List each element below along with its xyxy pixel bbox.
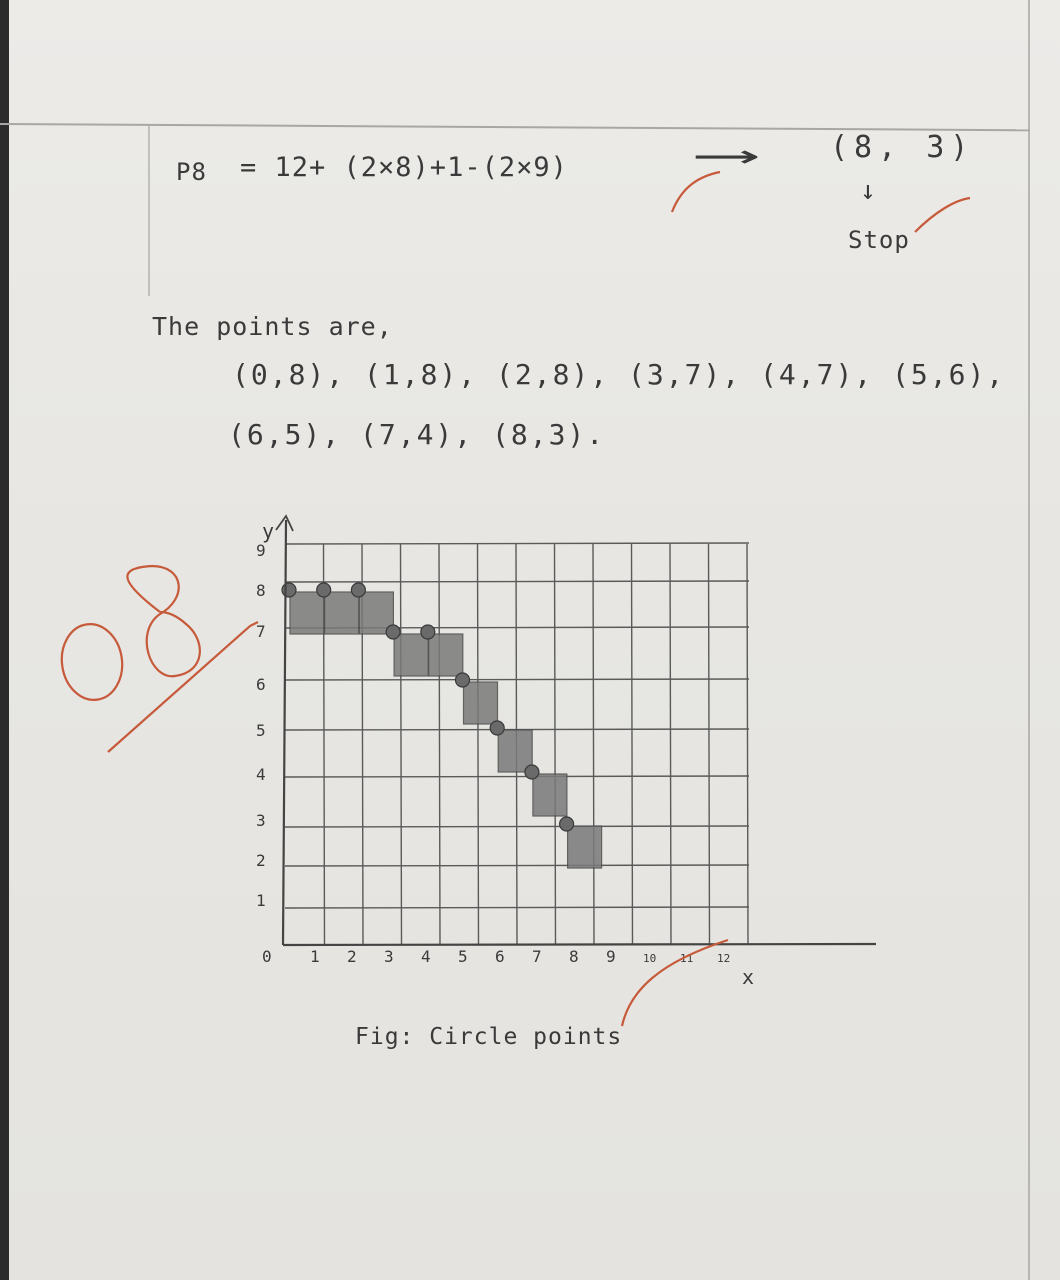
x-tick-label: 3 — [384, 947, 394, 966]
y-tick-label: 1 — [256, 891, 266, 910]
grid-vertical-line — [747, 544, 748, 945]
grid-horizontal-line — [285, 826, 749, 827]
grid-vertical-line — [670, 544, 671, 945]
x-tick-label: 2 — [347, 947, 357, 966]
grid-vertical-line — [593, 544, 594, 945]
plotted-cell — [464, 682, 498, 724]
check-mark-formula — [672, 172, 720, 212]
plotted-point — [351, 583, 365, 597]
x-tick-label: 11 — [680, 952, 694, 965]
plotted-cell — [325, 592, 359, 634]
grid-vertical-line — [401, 544, 402, 945]
plotted-cell — [533, 774, 567, 816]
check-mark-caption — [622, 940, 731, 1026]
points-intro: The points are, — [152, 312, 393, 341]
y-tick-label: 8 — [256, 581, 266, 600]
plotted-point — [317, 583, 331, 597]
y-tick-label: 9 — [256, 541, 266, 560]
score-digit-eight — [127, 566, 199, 676]
y-tick-label: 6 — [256, 675, 266, 694]
plotted-cell — [568, 826, 602, 868]
down-arrow: ↓ — [860, 176, 877, 206]
grid-horizontal-line — [285, 776, 749, 777]
formula-lhs: P8 — [176, 158, 207, 186]
grid-horizontal-line — [285, 907, 749, 908]
plotted-point — [421, 625, 435, 639]
x-tick-label: 4 — [421, 947, 431, 966]
y-tick-label: 3 — [256, 811, 266, 830]
y-tick-label: 4 — [256, 765, 266, 784]
plotted-point — [490, 721, 504, 735]
grid-horizontal-line — [285, 865, 749, 866]
x-tick-label: 10 — [643, 952, 657, 965]
formula-rhs: = 12+ (2×8)+1-(2×9) — [240, 152, 568, 183]
x-tick-label: 8 — [569, 947, 579, 966]
grid-vertical-line — [555, 544, 556, 945]
y-axis-arrowhead — [276, 516, 293, 531]
points-line-2: (6,5), (7,4), (8,3). — [228, 418, 606, 451]
plotted-point — [282, 583, 296, 597]
x-axis-line — [283, 944, 876, 945]
check-mark-stop — [915, 198, 970, 232]
y-tick-label: 5 — [256, 721, 266, 740]
y-tick-label: 2 — [256, 851, 266, 870]
y-axis-line — [283, 520, 286, 945]
plotted-point — [560, 817, 574, 831]
grid-horizontal-line — [285, 581, 749, 582]
x-tick-label: 5 — [458, 947, 468, 966]
grid-vertical-line — [478, 544, 479, 945]
x-tick-label: 6 — [495, 947, 505, 966]
check-mark-graph — [108, 622, 258, 752]
y-tick-label: 7 — [256, 622, 266, 641]
origin-label: 0 — [262, 947, 272, 966]
figure-caption: Fig: Circle points — [355, 1024, 623, 1050]
plotted-point — [386, 625, 400, 639]
x-axis-label: x — [742, 965, 755, 989]
grid-vertical-line — [632, 544, 633, 945]
formula-arrow: ⟶ — [700, 132, 756, 178]
grid-horizontal-line — [285, 543, 749, 544]
plotted-cell — [394, 634, 428, 676]
plotted-point — [456, 673, 470, 687]
x-tick-label: 7 — [532, 947, 542, 966]
x-tick-label: 12 — [717, 952, 731, 965]
plotted-cell — [498, 730, 532, 772]
score-digit-zero — [57, 620, 127, 704]
grid-vertical-line — [709, 544, 710, 945]
stop-label: Stop — [848, 226, 910, 254]
plotted-cell — [290, 592, 324, 634]
points-line-1: (0,8), (1,8), (2,8), (3,7), (4,7), (5,6), — [232, 358, 1006, 391]
plotted-point — [525, 765, 539, 779]
grid-vertical-line — [439, 544, 440, 945]
x-tick-label: 1 — [310, 947, 320, 966]
x-tick-label: 9 — [606, 947, 616, 966]
result-point: (8, 3) — [830, 130, 975, 165]
plotted-cell — [429, 634, 463, 676]
grid-horizontal-line — [285, 679, 749, 680]
y-axis-label: y — [262, 519, 275, 543]
grade-marks — [57, 172, 970, 1026]
